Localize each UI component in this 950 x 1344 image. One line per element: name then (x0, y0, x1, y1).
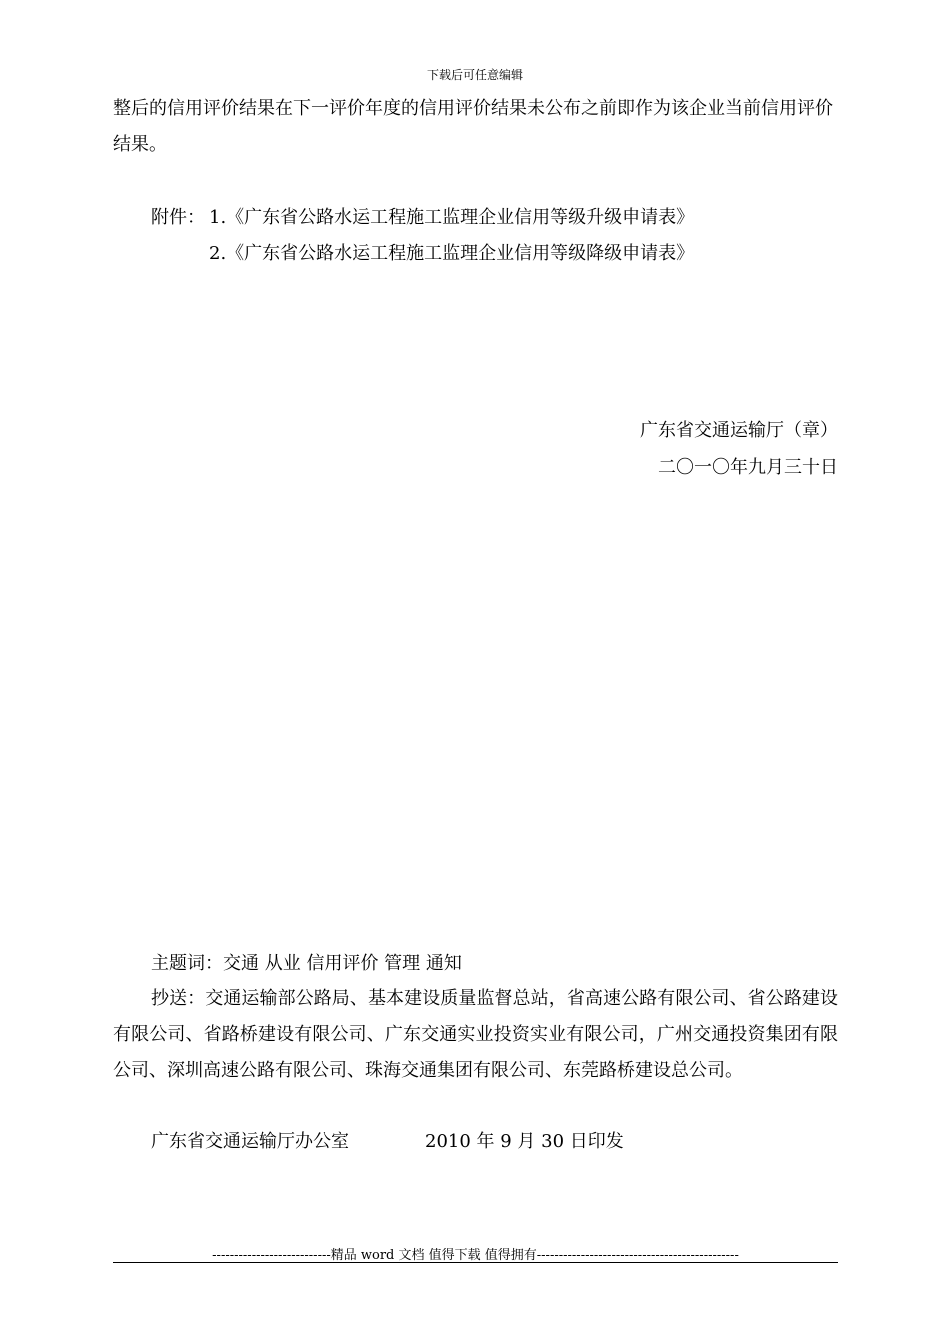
page-header-note: 下载后可任意编辑 (426, 68, 523, 82)
signature-issuer: 广东省交通运输厅（章） (640, 420, 838, 441)
attachments-label: 附件： (151, 207, 205, 228)
body-continuation: 整后的信用评价结果在下一评价年度的信用评价结果未公布之前即作为该企业当前信用评价结果。 (113, 98, 833, 155)
footer-banner: ---------------------------精品 word 文档 值得下载 值得拥有---------------------------------------------- (212, 1248, 739, 1263)
subject-keywords: 主题词：交通 从业 信用评价 管理 通知 (151, 953, 462, 974)
issuing-office: 广东省交通运输厅办公室 (151, 1131, 349, 1152)
attachment-item: 2.《广东省公路水运工程施工监理企业信用等级降级申请表》 (209, 243, 695, 264)
footer-divider (113, 1262, 838, 1263)
attachment-item: 1.《广东省公路水运工程施工监理企业信用等级升级申请表》 (209, 207, 695, 228)
issue-date: 2010 年 9 月 30 日印发 (425, 1131, 624, 1152)
signature-date: 二〇一〇年九月三十日 (658, 457, 838, 478)
cc-recipients: 抄送：交通运输部公路局、基本建设质量监督总站，省高速公路有限公司、省公路建设有限公司、省路桥建设有限公司、广东交通实业投资实业有限公司，广州交通投资集团有限公司、深圳高速公路有限公司、珠海交通集团有限公司、东莞路桥建设总公司。 (113, 988, 838, 1081)
